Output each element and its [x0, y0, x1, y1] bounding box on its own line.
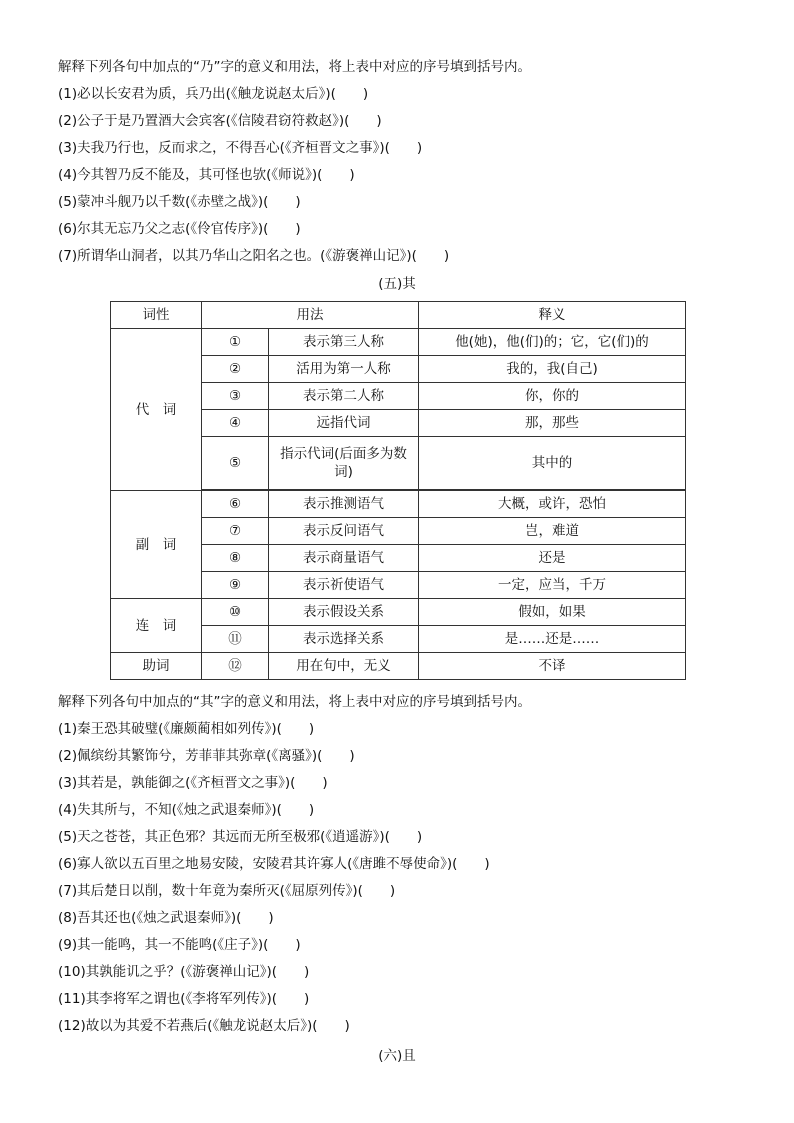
- pos-conjunction: 连 词: [111, 599, 202, 653]
- row-meaning: 岂，难道: [419, 518, 686, 545]
- row-meaning: 还是: [419, 545, 686, 572]
- row-usage: 用在句中，无义: [269, 653, 419, 680]
- nai-question-6: (6)尔其无忘乃父之志(《伶官传序》)( ): [58, 221, 301, 237]
- qie-section-title: (六)且: [378, 1048, 416, 1064]
- row-usage: 表示假设关系: [269, 599, 419, 626]
- row-meaning: 大概，或许，恐怕: [419, 491, 686, 518]
- row-num: ⑤: [202, 437, 269, 490]
- row-usage: 表示第三人称: [269, 329, 419, 356]
- row-num: ⑩: [202, 599, 269, 626]
- nai-question-5: (5)蒙冲斗舰乃以千数(《赤壁之战》)( ): [58, 194, 301, 210]
- qi-usage-table: [110, 301, 686, 680]
- nai-question-4: (4)今其智乃反不能及，其可怪也欤(《师说》)( ): [58, 167, 355, 183]
- nai-question-7: (7)所谓华山洞者，以其乃华山之阳名之也。(《游褒禅山记》)( ): [58, 248, 450, 264]
- row-usage: 表示祈使语气: [269, 572, 419, 599]
- qi-question-3: (3)其若是，孰能御之(《齐桓晋文之事》)( ): [58, 775, 328, 791]
- row-num: ⑫: [202, 653, 269, 680]
- row-usage: 表示推测语气: [269, 491, 419, 518]
- nai-question-1: (1)必以长安君为质，兵乃出(《触龙说赵太后》)( ): [58, 86, 369, 102]
- table-row: [111, 329, 686, 356]
- table-header-row: [111, 302, 686, 329]
- row-num: ②: [202, 356, 269, 383]
- qi-section-title: (五)其: [378, 276, 416, 292]
- qi-question-1: (1)秦王恐其破璧(《廉颇蔺相如列传》)( ): [58, 721, 315, 737]
- row-num: ⑪: [202, 626, 269, 653]
- row-num: ①: [202, 329, 269, 356]
- qi-question-7: (7)其后楚日以削，数十年竟为秦所灭(《屈原列传》)( ): [58, 883, 396, 899]
- row-meaning: 我的，我(自己): [419, 356, 686, 383]
- header-pos: 词性: [111, 302, 202, 329]
- row-usage: 表示反问语气: [269, 518, 419, 545]
- table-row: [111, 653, 686, 680]
- qi-question-12: (12)故以为其爱不若燕后(《触龙说赵太后》)( ): [58, 1018, 350, 1034]
- row-num: ④: [202, 410, 269, 437]
- row-meaning: 那，那些: [419, 410, 686, 437]
- row-meaning: 你，你的: [419, 383, 686, 410]
- row-num: ⑦: [202, 518, 269, 545]
- nai-question-2: (2)公子于是乃置酒大会宾客(《信陵君窃符救赵》)( ): [58, 113, 382, 129]
- row-num: ⑥: [202, 491, 269, 518]
- row-num: ⑧: [202, 545, 269, 572]
- row-usage: 表示选择关系: [269, 626, 419, 653]
- pos-adverb: 副 词: [111, 491, 202, 599]
- nai-instruction: 解释下列各句中加点的“乃”字的意义和用法，将上表中对应的序号填到括号内。: [58, 59, 531, 75]
- table-row: [111, 491, 686, 518]
- qi-question-10: (10)其孰能讥之乎？(《游褒禅山记》)( ): [58, 964, 310, 980]
- qi-question-6: (6)寡人欲以五百里之地易安陵，安陵君其许寡人(《唐雎不辱使命》)( ): [58, 856, 490, 872]
- row-meaning: 其中的: [419, 437, 686, 490]
- qi-question-8: (8)吾其还也(《烛之武退秦师》)( ): [58, 910, 274, 926]
- row-meaning: 一定，应当，千万: [419, 572, 686, 599]
- row-usage: 远指代词: [269, 410, 419, 437]
- row-usage: 表示商量语气: [269, 545, 419, 572]
- pos-particle: 助词: [111, 653, 202, 680]
- row-num: ③: [202, 383, 269, 410]
- table-row: [111, 599, 686, 626]
- qi-question-2: (2)佩缤纷其繁饰兮，芳菲菲其弥章(《离骚》)( ): [58, 748, 355, 764]
- qi-question-5: (5)天之苍苍，其正色邪？其远而无所至极邪(《逍遥游》)( ): [58, 829, 423, 845]
- row-meaning: 他(她)，他(们)的；它，它(们)的: [419, 329, 686, 356]
- qi-question-11: (11)其李将军之谓也(《李将军列传》)( ): [58, 991, 310, 1007]
- header-meaning: 释义: [419, 302, 686, 329]
- row-num: ⑨: [202, 572, 269, 599]
- header-usage: 用法: [202, 302, 419, 329]
- qi-question-4: (4)失其所与，不知(《烛之武退秦师》)( ): [58, 802, 315, 818]
- row-usage: 指示代词(后面多为数词): [269, 437, 419, 490]
- row-usage: 活用为第一人称: [269, 356, 419, 383]
- row-meaning: 是……还是……: [419, 626, 686, 653]
- row-usage: 表示第二人称: [269, 383, 419, 410]
- nai-question-3: (3)夫我乃行也，反而求之，不得吾心(《齐桓晋文之事》)( ): [58, 140, 423, 156]
- row-meaning: 不译: [419, 653, 686, 680]
- pos-pronoun: 代 词: [111, 329, 202, 491]
- qi-question-9: (9)其一能鸣，其一不能鸣(《庄子》)( ): [58, 937, 301, 953]
- row-meaning: 假如，如果: [419, 599, 686, 626]
- qi-instruction: 解释下列各句中加点的“其”字的意义和用法，将上表中对应的序号填到括号内。: [58, 694, 531, 710]
